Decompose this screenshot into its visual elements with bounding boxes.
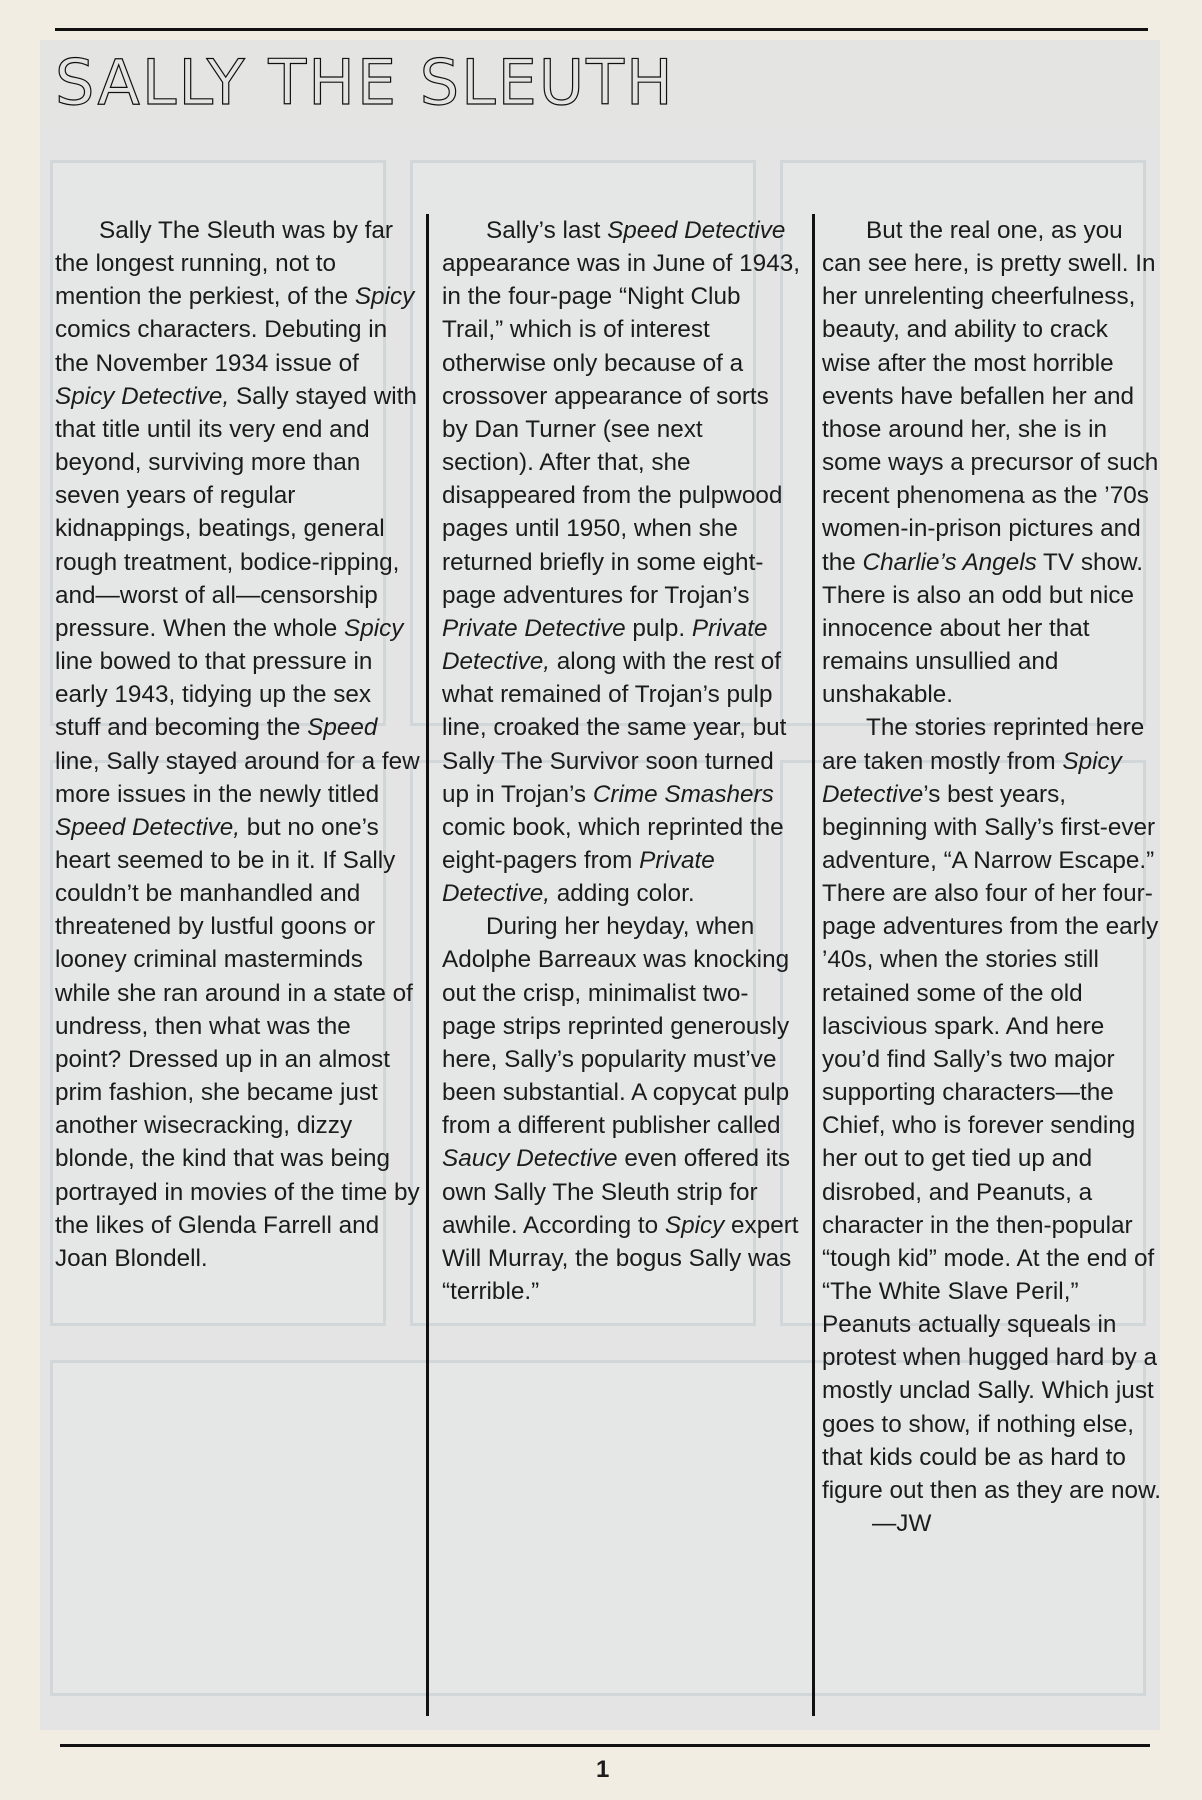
- text-run: Sally’s last: [486, 217, 608, 244]
- column-separator: [812, 214, 815, 1716]
- italic-text: Speed Detective: [607, 217, 786, 244]
- paragraph: [822, 214, 1162, 711]
- paragraph: [822, 711, 1162, 1507]
- italic-text: Saucy Detective: [442, 1145, 618, 1173]
- text-run: But the real one, as you can see here, is pretty swell. In her unrelenting cheerfulness, beauty, and ability to crack wise after the most horrible events have befallen her and those around her, she is in some ways a precursor of such recent phenomena as the ’70s women-in-prison pictures and the: [822, 217, 1159, 576]
- text-run: TV show. There is also an odd but nice innocence about her that remains unsullied and unshakable.: [822, 548, 1143, 709]
- italic-text: Spicy Detective: [822, 747, 1122, 808]
- page-number: 1: [596, 1756, 610, 1783]
- text-column-2: [442, 214, 800, 1308]
- italic-text: Private Detective,: [442, 614, 768, 676]
- text-column-3: [822, 214, 1162, 1540]
- italic-text: Crime Smashers: [592, 780, 774, 808]
- text-column-1: [55, 214, 420, 1275]
- text-run: ’s best years, beginning with Sally’s first-ever adventure, “A Narrow Escape.” There are also four of her four-page adventures from the early ’40s, when the stories still retained some of the old lascivious spark. And here you’d find Sally’s two major supporting characters—the Chief, who is forever sending her out to get tied up and disrobed, and Peanuts, a character in the then-popular “tough kid” mode. At the end of “The White Slave Peril,” Peanuts actually squeals in protest when hugged hard by a mostly unclad Sally. Which just goes to show, if nothing else, that kids could be as hard to figure out then as they are now.: [822, 780, 1162, 1504]
- italic-text: Spicy Detective,: [55, 382, 230, 410]
- text-run: but no one’s heart seemed to be in it. If Sally couldn’t be manhandled and threatened by lustful goons or looney criminal masterminds while she ran around in a state of undress, then what was the point? Dressed up in an almost prim fashion, she became just another wisecracking, dizzy blonde, the kind that was being portrayed in movies of the time by the likes of Glenda Farrell and Joan Blondell.: [55, 813, 420, 1272]
- italic-text: Charlie’s Angels: [862, 548, 1037, 576]
- paragraph: [55, 214, 420, 1275]
- text-run: Sally stayed with that title until its very end and beyond, surviving more than seven years of regular kidnappings, beatings, general rough treatment, bodice-ripping, and—worst of all—censorship pressure. When the whole: [55, 382, 417, 642]
- text-run: along with the rest of what remained of Trojan’s pulp line, croaked the same year, but Sally The Survivor soon turned up in Trojan’s: [442, 648, 787, 808]
- text-run: comic book, which reprinted the eight-pagers from: [442, 813, 784, 874]
- italic-text: Spicy: [344, 614, 404, 642]
- italic-text: Private Detective,: [442, 846, 715, 908]
- text-run: Sally The Sleuth was by far the longest running, not to mention the perkiest, of the: [55, 217, 393, 311]
- text-run: appearance was in June of 1943, in the four-page “Night Club Trail,” which is of interest otherwise only because of a crossover appearance of sorts by Dan Turner (see next section). After that, she disappeared from the pulpwood pages until 1950, when she returned briefly in some eight-page adventures for Trojan’s: [442, 250, 800, 609]
- text-run: During her heyday, when Adolphe Barreaux was knocking out the crisp, minimalist two-page strips reprinted generously here, Sally’s popularity must’ve been substantial. A copycat pulp from a different publisher called: [442, 913, 790, 1140]
- text-run: adding color.: [550, 880, 695, 908]
- italic-text: Spicy: [354, 283, 415, 311]
- text-run: comics characters. Debuting in the November 1934 issue of: [55, 316, 388, 377]
- italic-text: Spicy: [664, 1211, 725, 1239]
- text-run: line bowed to that pressure in early 1943, tidying up the sex stuff and becoming the: [55, 648, 373, 742]
- author-signature: —JW: [872, 1510, 932, 1538]
- text-run: even offered its own Sally The Sleuth strip for awhile. According to: [442, 1145, 791, 1239]
- text-run: pulp.: [625, 614, 692, 642]
- text-run: line, Sally stayed around for a few more issues in the newly titled: [55, 747, 420, 808]
- paragraph: [442, 910, 800, 1308]
- column-separator: [426, 214, 429, 1716]
- top-rule: [55, 28, 1148, 31]
- paragraph: [442, 214, 800, 910]
- italic-text: Speed: [307, 714, 378, 742]
- text-run: The stories reprinted here are taken mostly from: [822, 714, 1145, 775]
- italic-text: Private Detective: [442, 614, 626, 642]
- bottom-rule: [60, 1744, 1150, 1747]
- article-title: SALLY THE SLEUTH: [55, 46, 675, 119]
- text-run: expert Will Murray, the bogus Sally was “terrible.”: [442, 1211, 799, 1305]
- italic-text: Speed Detective,: [55, 813, 241, 841]
